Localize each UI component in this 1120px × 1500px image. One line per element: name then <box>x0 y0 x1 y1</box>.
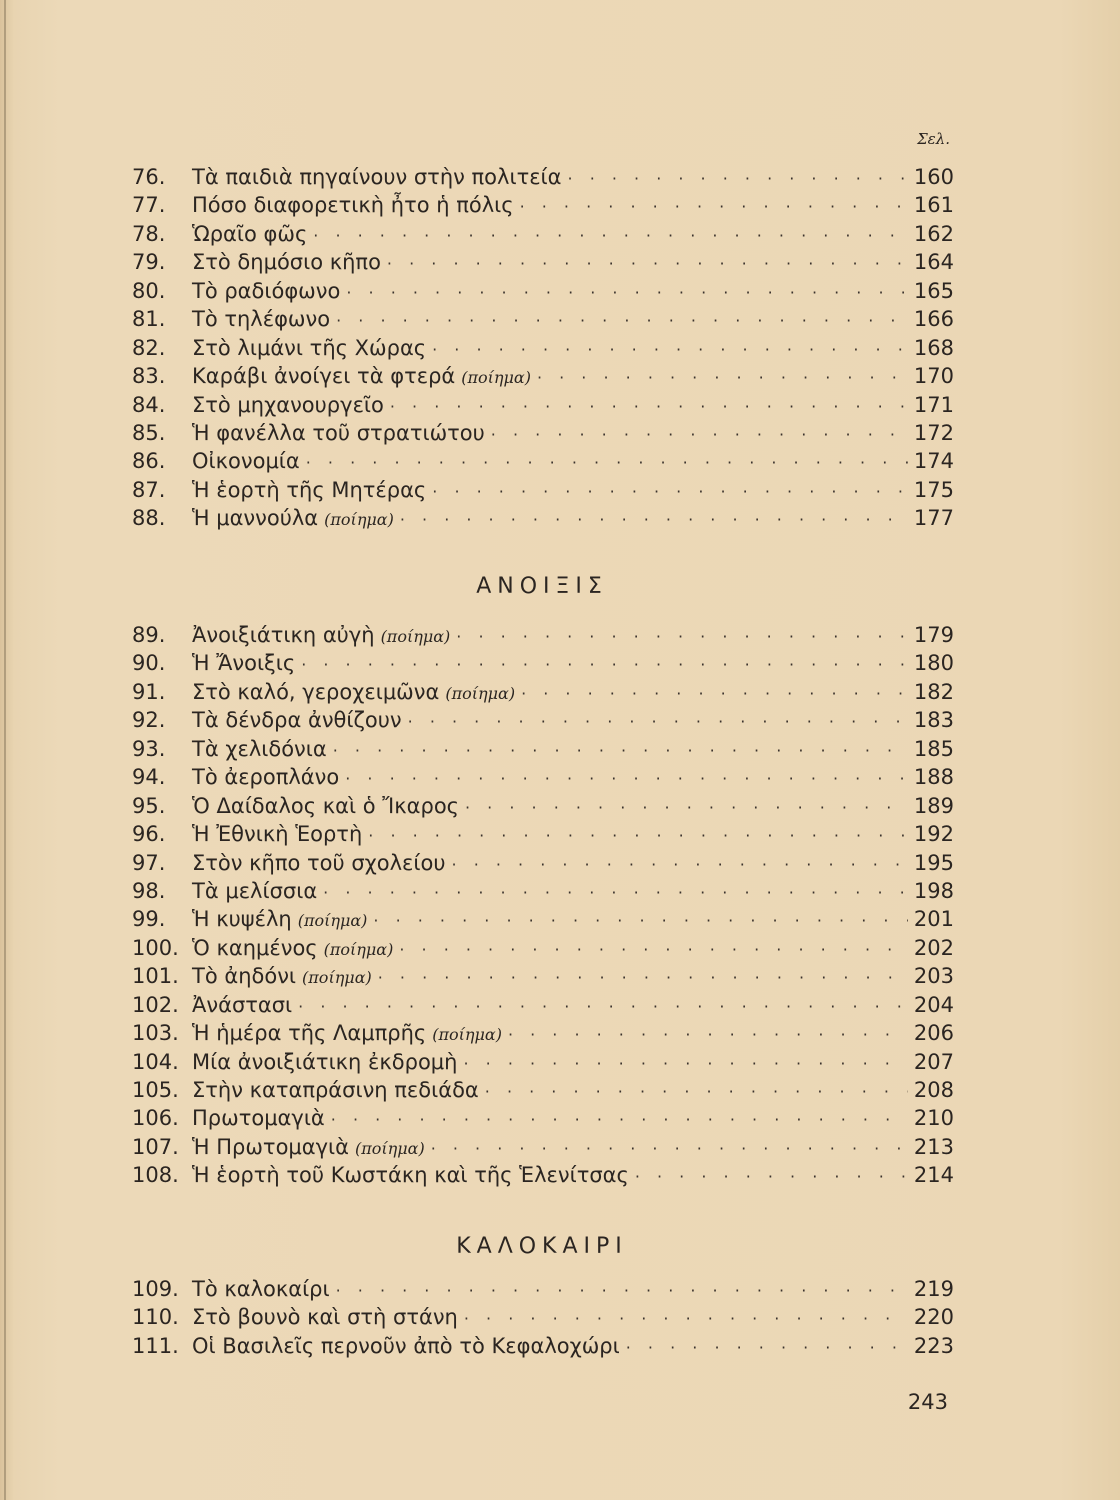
entry-page-number: 160 <box>913 165 954 189</box>
entry-title-text: Ἡ κυψέλη <box>192 907 292 932</box>
toc-entry <box>132 334 954 362</box>
entry-title-text: Ἡ Ἐθνικὴ Ἑορτὴ <box>192 822 363 847</box>
dot-leader <box>301 651 908 679</box>
entry-number: 107. <box>132 1134 179 1159</box>
entry-title <box>192 991 298 1019</box>
dot-leader <box>368 822 908 850</box>
entry-title <box>192 447 306 475</box>
dot-leader <box>432 336 908 364</box>
entry-number: 96. <box>132 822 166 847</box>
entry-number: 94. <box>132 765 166 790</box>
entry-title-text: Στὸν κῆπο τοῦ σχολείου <box>192 850 446 875</box>
dot-leader <box>537 364 908 392</box>
entry-number: 98. <box>132 878 166 903</box>
entry-number: 76. <box>132 165 166 189</box>
entry-title-text: Ἡ φανέλλα τοῦ στρατιώτου <box>192 420 485 445</box>
dot-leader <box>491 421 908 449</box>
toc-entry <box>132 1161 954 1189</box>
entry-title-text: Οἰκονομία <box>192 449 300 474</box>
toc-entry <box>132 248 954 276</box>
entry-title <box>192 334 432 362</box>
toc-entry <box>132 305 954 333</box>
toc-entry <box>132 220 954 248</box>
entry-number: 78. <box>132 221 166 246</box>
entry-title-text: Στὸ μηχανουργεῖο <box>192 392 384 417</box>
poem-marker: (ποίημα) <box>323 939 394 959</box>
page-number: 243 <box>907 1390 948 1414</box>
dot-leader <box>331 1106 908 1134</box>
entry-title <box>192 220 313 248</box>
entry-title-text: Μία ἀνοιξιάτικη ἐκδρομὴ <box>192 1049 458 1074</box>
toc-entry <box>132 1303 954 1331</box>
entry-title <box>192 849 452 877</box>
entry-title <box>192 962 378 992</box>
poem-marker: (ποίημα) <box>461 368 531 388</box>
entry-page-number: 195 <box>913 850 954 875</box>
dot-leader <box>298 993 908 1021</box>
entry-number: 106. <box>132 1106 179 1131</box>
toc-entry <box>132 934 954 962</box>
poem-marker: (ποίημα) <box>432 1025 502 1045</box>
entry-title <box>192 1275 336 1303</box>
dot-leader <box>508 1021 908 1049</box>
entry-page-number: 182 <box>913 679 954 704</box>
entry-title-text: Τὸ ἀηδόνι <box>192 964 297 989</box>
entry-title <box>192 1104 331 1132</box>
entry-title-text: Ἡ ἡμέρα τῆς Λαμπρῆς <box>192 1021 427 1046</box>
toc-entry <box>132 1104 954 1132</box>
entry-title <box>192 1048 463 1076</box>
entry-title-text: Οἱ Βασιλεῖς περνοῦν ἀπὸ τὸ Κεφαλοχώρι <box>192 1333 620 1358</box>
dot-leader <box>568 165 908 193</box>
toc-entry <box>132 362 954 390</box>
entry-title <box>192 1019 508 1049</box>
entry-number: 92. <box>132 708 166 733</box>
entry-title <box>192 277 346 305</box>
entry-page-number: 165 <box>913 278 954 303</box>
entry-number: 101. <box>132 964 179 989</box>
entry-title <box>192 476 432 504</box>
dot-leader <box>635 1163 908 1191</box>
dot-leader <box>464 1305 908 1333</box>
entry-title-text: Στὸ καλό, γεροχειμῶνα <box>192 679 440 704</box>
entry-page-number: 179 <box>913 623 954 647</box>
entry-page-number: 172 <box>913 420 954 445</box>
entry-page-number: 192 <box>913 822 954 847</box>
entry-title-text: Ὁ καημένος <box>192 935 318 960</box>
entry-page-number: 185 <box>913 736 954 761</box>
entry-page-number: 183 <box>913 708 954 733</box>
toc-entry <box>132 447 954 475</box>
dot-leader <box>387 250 908 278</box>
dot-leader <box>432 478 908 506</box>
entry-number: 91. <box>132 679 166 704</box>
entry-title-text: Τὸ τηλέφωνο <box>192 307 331 332</box>
toc-entry <box>132 419 954 447</box>
page-column-header: Σελ. <box>917 130 950 148</box>
toc-entry <box>132 1133 954 1161</box>
toc-entry <box>132 877 954 905</box>
entry-page-number: 189 <box>913 793 954 818</box>
entry-title-text: Τὰ παιδιὰ πηγαίνουν στὴν πολιτεία <box>192 165 562 189</box>
entry-title-text: Τὸ καλοκαίρι <box>192 1277 330 1301</box>
dot-leader <box>465 794 908 822</box>
entry-title-text: Ἡ Πρωτομαγιὰ <box>192 1134 349 1159</box>
poem-marker: (ποίημα) <box>302 968 372 988</box>
entry-page-number: 214 <box>913 1163 954 1188</box>
dot-leader <box>456 623 908 651</box>
entry-number: 83. <box>132 364 166 389</box>
entry-title-text: Τὰ μελίσσια <box>192 878 318 903</box>
entry-number: 81. <box>132 307 166 332</box>
entry-title-text: Ἀνάστασι <box>192 992 293 1017</box>
entry-title-text: Ὁ Δαίδαλος καὶ ὁ Ἴκαρος <box>192 793 459 818</box>
toc-entry <box>132 991 954 1019</box>
poem-marker: (ποίημα) <box>324 510 394 530</box>
toc-entry <box>132 962 954 990</box>
entry-number: 103. <box>132 1021 179 1046</box>
dot-leader <box>452 851 908 879</box>
poem-marker: (ποίημα) <box>445 683 516 703</box>
entry-number: 85. <box>132 420 166 445</box>
section-heading-anoixis: ΑΝΟΙΞΙΣ <box>476 574 608 599</box>
toc-entry <box>132 849 954 877</box>
toc-list-2 <box>132 621 954 1190</box>
entry-page-number: 207 <box>913 1049 954 1074</box>
dot-leader <box>378 964 908 992</box>
entry-title <box>192 792 465 820</box>
dot-leader <box>400 506 908 534</box>
toc-entry <box>132 163 954 191</box>
entry-title-text: Ἡ ἑορτὴ τοῦ Κωστάκη καὶ τῆς Ἑλενίτσας <box>192 1163 629 1188</box>
entry-title <box>192 820 368 848</box>
entry-title <box>192 877 323 905</box>
dot-leader <box>520 193 908 221</box>
entry-number: 100. <box>132 935 179 960</box>
entry-page-number: 168 <box>913 335 954 360</box>
entry-title <box>192 305 336 333</box>
entry-title-text: Τὸ ραδιόφωνο <box>192 278 341 303</box>
dot-leader <box>346 279 908 307</box>
entry-title <box>192 163 568 191</box>
entry-title-text: Ἀνοιξιάτικη αὐγὴ <box>192 623 375 647</box>
entry-number: 97. <box>132 850 166 875</box>
dot-leader <box>408 708 908 736</box>
entry-page-number: 171 <box>913 392 954 417</box>
dot-leader <box>345 765 908 793</box>
entry-title <box>192 649 301 677</box>
entry-title-text: Ἡ μαννούλα <box>192 506 319 531</box>
dot-leader <box>431 1135 908 1163</box>
entry-page-number: 208 <box>913 1078 954 1102</box>
dot-leader <box>336 1277 908 1305</box>
entry-page-number: 210 <box>913 1106 954 1131</box>
dot-leader <box>336 307 908 335</box>
entry-page-number: 206 <box>913 1021 954 1046</box>
entry-title-text: Τὰ χελιδόνια <box>192 736 327 761</box>
entry-number: 110. <box>132 1305 179 1330</box>
entry-number: 77. <box>132 193 166 218</box>
entry-number: 99. <box>132 907 166 932</box>
entry-page-number: 164 <box>913 250 954 275</box>
entry-title-text: Τὸ ἀεροπλάνο <box>192 765 340 790</box>
entry-page-number: 170 <box>913 364 954 389</box>
entry-number: 89. <box>132 623 166 647</box>
entry-title <box>192 1076 485 1104</box>
entry-number: 86. <box>132 449 166 474</box>
entry-title <box>192 735 333 763</box>
entry-title <box>192 391 390 419</box>
entry-page-number: 202 <box>913 935 954 960</box>
entry-number: 90. <box>132 651 166 676</box>
dot-leader <box>399 936 908 964</box>
dot-leader <box>485 1078 908 1106</box>
entry-title-text: Πόσο διαφορετικὴ ἦτο ἡ πόλις <box>192 193 514 218</box>
entry-title <box>192 1332 626 1360</box>
dot-leader <box>463 1050 908 1078</box>
dot-leader <box>626 1334 908 1362</box>
entry-number: 111. <box>132 1333 179 1358</box>
entry-title-text: Στὸ δημόσιο κῆπο <box>192 250 381 275</box>
toc-list-1 <box>132 163 954 533</box>
entry-title-text: Ἡ Ἄνοιξις <box>192 651 296 676</box>
entry-page-number: 180 <box>913 651 954 676</box>
entry-title <box>192 248 387 276</box>
entry-page-number: 166 <box>913 307 954 332</box>
entry-page-number: 188 <box>913 765 954 790</box>
toc-entry <box>132 735 954 763</box>
entry-page-number: 201 <box>913 907 954 932</box>
dot-leader <box>313 222 908 250</box>
dot-leader <box>390 393 908 421</box>
toc-entry <box>132 191 954 219</box>
entry-number: 80. <box>132 278 166 303</box>
entry-page-number: 203 <box>913 964 954 989</box>
entry-title-text: Στὸ λιμάνι τῆς Χώρας <box>192 335 427 360</box>
dot-leader <box>333 737 908 765</box>
poem-marker: (ποίημα) <box>297 911 368 931</box>
entry-page-number: 161 <box>913 193 954 218</box>
dot-leader <box>521 680 908 708</box>
entry-title <box>192 934 399 964</box>
toc-entry <box>132 792 954 820</box>
entry-number: 79. <box>132 250 166 275</box>
toc-entry <box>132 504 954 532</box>
toc-list-3 <box>132 1275 954 1360</box>
entry-title <box>192 362 537 392</box>
toc-entry <box>132 1332 954 1360</box>
entry-title <box>192 678 521 708</box>
toc-entry <box>132 476 954 504</box>
entry-page-number: 204 <box>913 992 954 1017</box>
toc-entry <box>132 391 954 419</box>
entry-title <box>192 504 400 534</box>
entry-title <box>192 763 345 791</box>
entry-title-text: Καράβι ἀνοίγει τὰ φτερά <box>192 364 456 389</box>
entry-title <box>192 905 373 935</box>
entry-title <box>192 1303 464 1331</box>
entry-number: 105. <box>132 1078 179 1102</box>
entry-title-text: Ὡραῖο φῶς <box>192 221 308 246</box>
toc-entry <box>132 1019 954 1047</box>
entry-number: 102. <box>132 992 179 1017</box>
entry-title-text: Πρωτομαγιὰ <box>192 1106 325 1131</box>
toc-entry <box>132 277 954 305</box>
entry-page-number: 223 <box>913 1333 954 1358</box>
entry-page-number: 177 <box>913 506 954 531</box>
poem-marker: (ποίημα) <box>355 1138 425 1158</box>
toc-entry <box>132 621 954 649</box>
entry-title-text: Στὸ βουνὸ καὶ στὴ στάνη <box>192 1305 458 1330</box>
dot-leader <box>323 879 908 907</box>
dot-leader <box>373 907 908 935</box>
entry-title-text: Στὴν καταπράσινη πεδιάδα <box>192 1078 479 1102</box>
entry-page-number: 174 <box>913 449 954 474</box>
entry-title <box>192 191 520 219</box>
entry-number: 82. <box>132 335 166 360</box>
entry-title <box>192 706 408 734</box>
entry-page-number: 220 <box>913 1305 954 1330</box>
entry-title-text: Ἡ ἑορτὴ τῆς Μητέρας <box>192 477 427 502</box>
entry-number: 84. <box>132 392 166 417</box>
entry-page-number: 219 <box>913 1277 954 1301</box>
page-spine-edge <box>4 0 6 1500</box>
toc-entry <box>132 706 954 734</box>
entry-page-number: 162 <box>913 221 954 246</box>
entry-number: 108. <box>132 1163 179 1188</box>
entry-number: 88. <box>132 506 166 531</box>
toc-entry <box>132 678 954 706</box>
toc-entry <box>132 763 954 791</box>
entry-number: 109. <box>132 1277 179 1301</box>
toc-entry <box>132 1275 954 1303</box>
poem-marker: (ποίημα) <box>380 627 451 646</box>
toc-entry <box>132 820 954 848</box>
entry-page-number: 175 <box>913 477 954 502</box>
entry-title <box>192 621 456 651</box>
entry-title-text: Τὰ δένδρα ἀνθίζουν <box>192 708 402 733</box>
entry-number: 93. <box>132 736 166 761</box>
entry-number: 95. <box>132 793 166 818</box>
entry-title <box>192 1161 635 1189</box>
toc-entry <box>132 649 954 677</box>
dot-leader <box>306 449 908 477</box>
toc-entry <box>132 1076 954 1104</box>
toc-entry <box>132 1048 954 1076</box>
section-heading-kalokairi: ΚΑΛΟΚΑΙΡΙ <box>456 1234 628 1259</box>
toc-entry <box>132 905 954 933</box>
entry-title <box>192 1133 431 1163</box>
entry-page-number: 198 <box>913 878 954 903</box>
entry-number: 104. <box>132 1049 179 1074</box>
entry-page-number: 213 <box>913 1134 954 1159</box>
entry-title <box>192 419 491 447</box>
entry-number: 87. <box>132 477 166 502</box>
